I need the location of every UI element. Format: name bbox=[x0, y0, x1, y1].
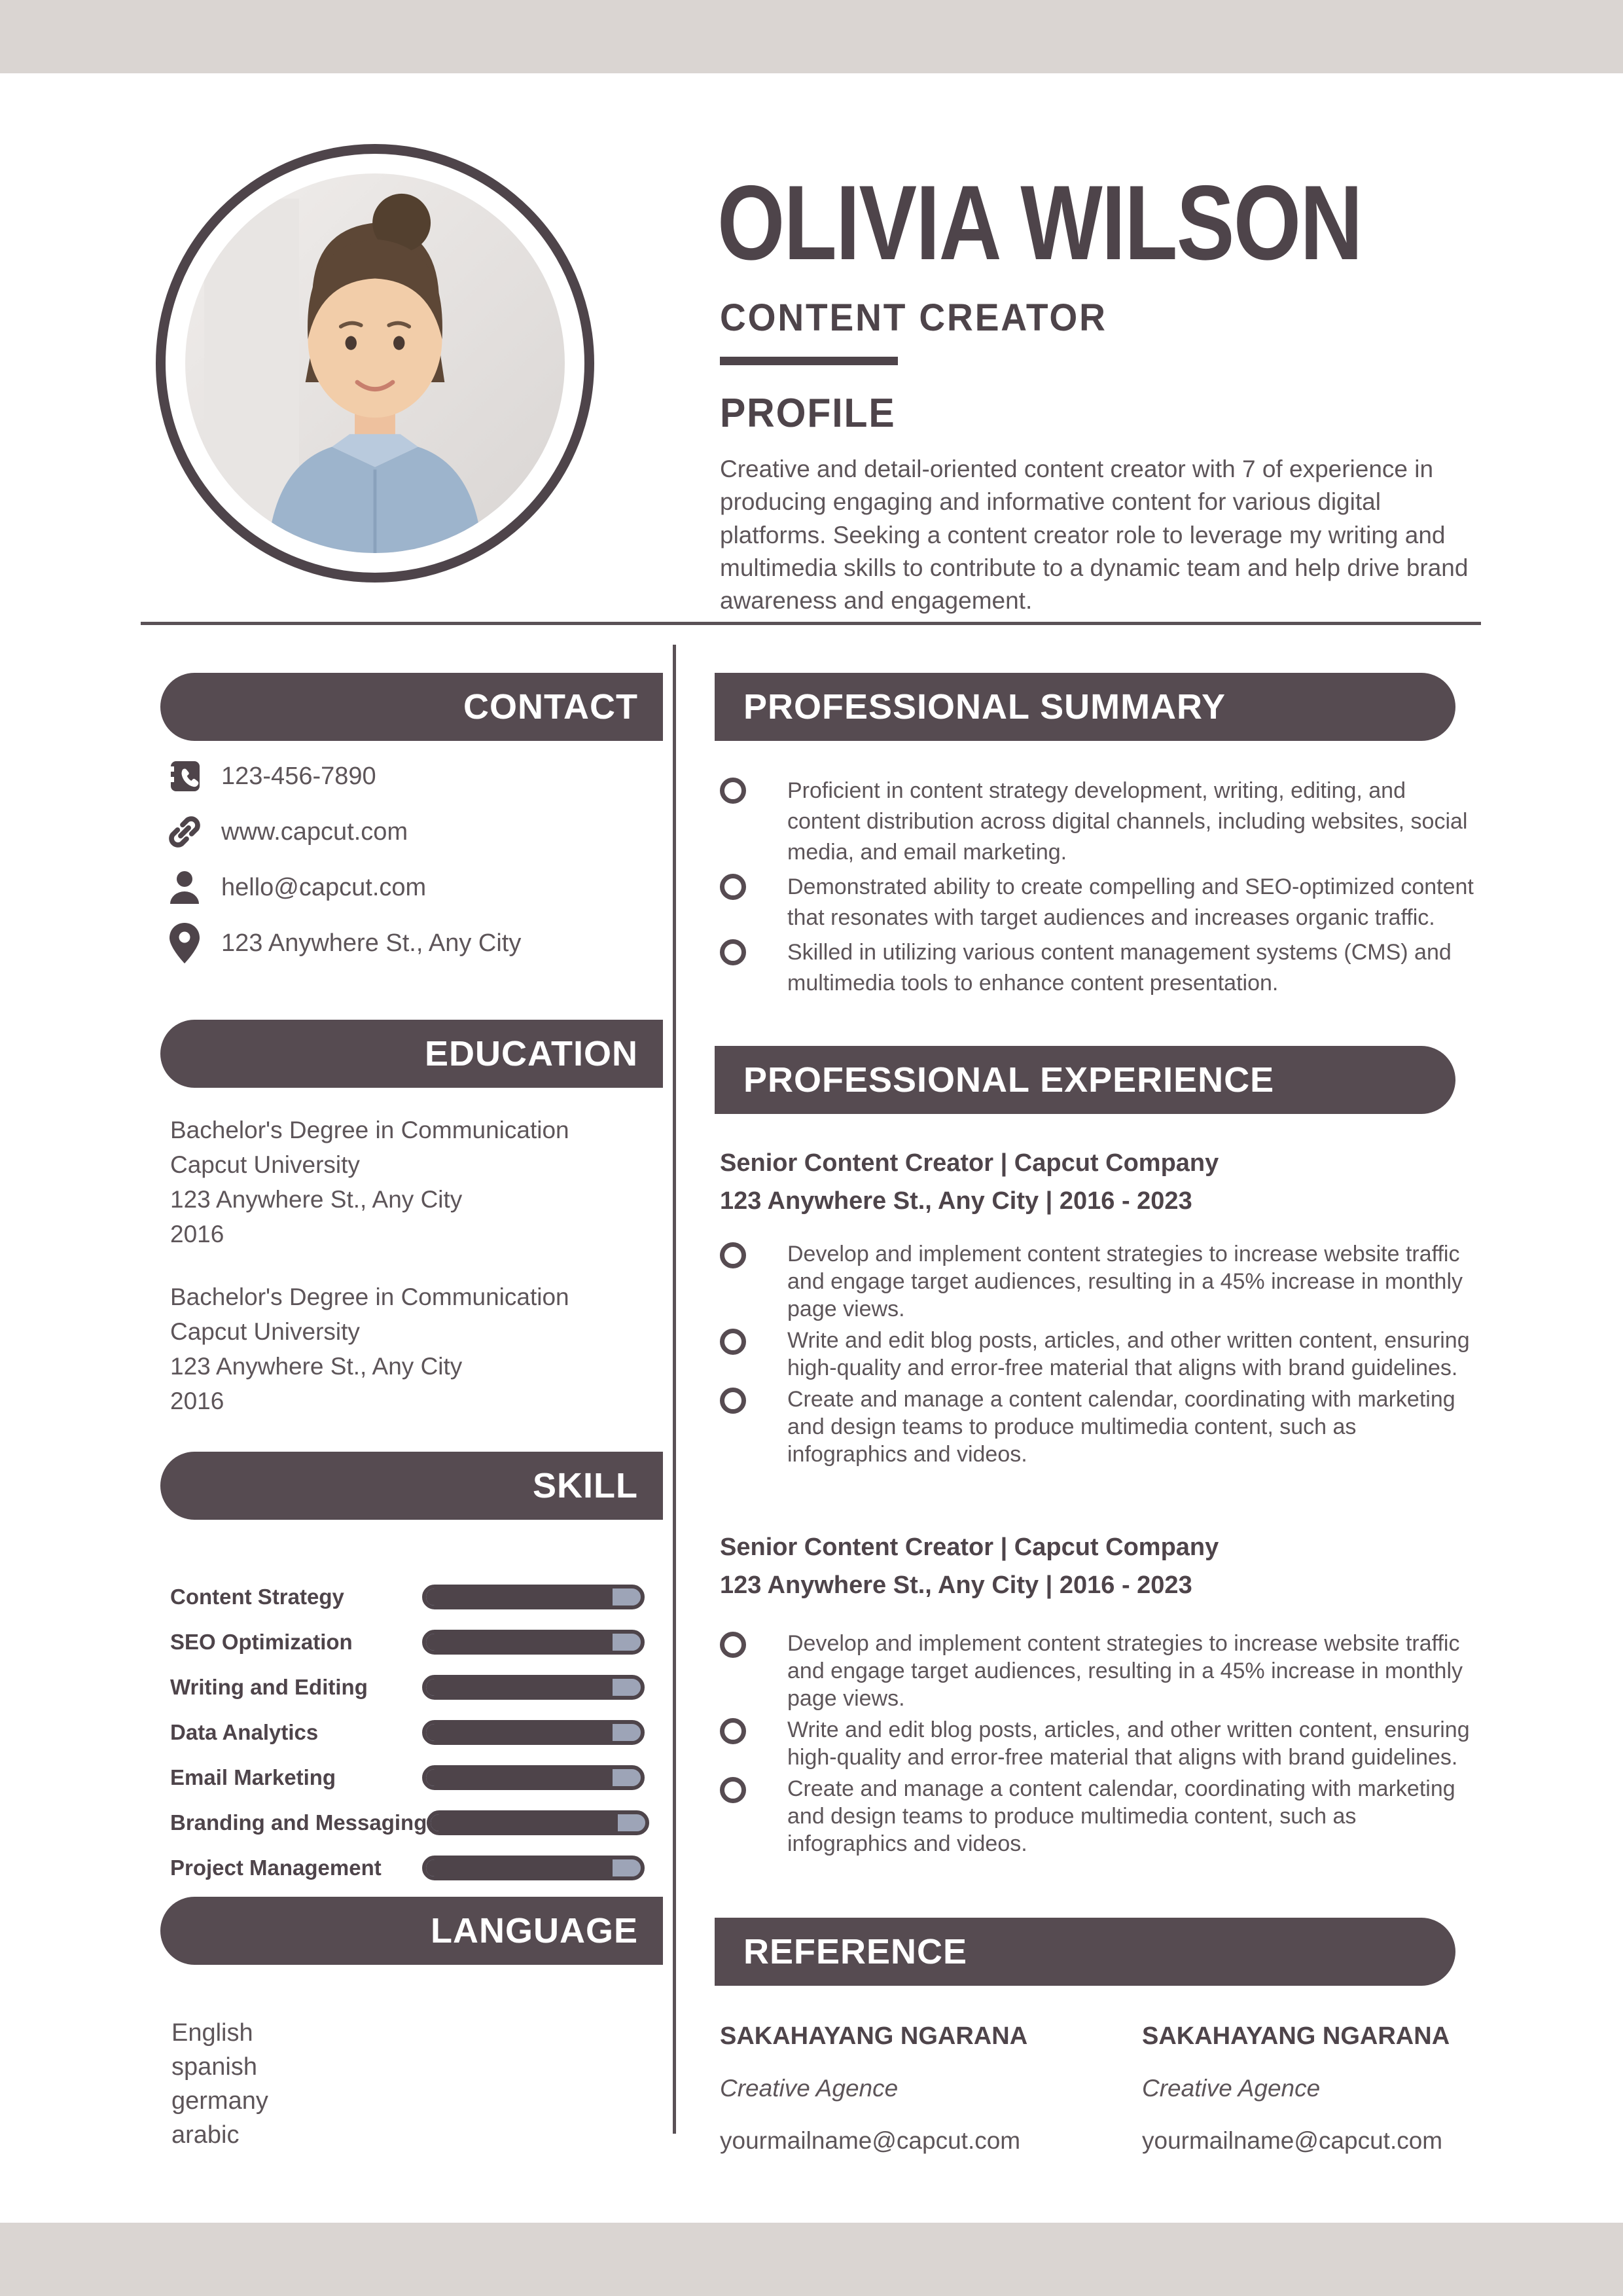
portrait-illustration bbox=[185, 173, 565, 553]
skill-label: SEO Optimization bbox=[170, 1630, 353, 1654]
bullet-circle-icon bbox=[720, 778, 746, 804]
skill-bar-track bbox=[422, 1675, 645, 1700]
profile-photo bbox=[185, 173, 565, 553]
school: Capcut University bbox=[170, 1151, 360, 1178]
header-divider-line bbox=[141, 622, 1481, 625]
website-url[interactable]: www.capcut.com bbox=[221, 817, 408, 846]
bullet-circle-icon bbox=[720, 1329, 746, 1355]
graduation-year: 2016 bbox=[170, 1221, 224, 1247]
skill-bar-track bbox=[422, 1765, 645, 1790]
reference-organization: Creative Agence bbox=[720, 2075, 899, 2102]
job-title-line: Senior Content Creator | Capcut Company bbox=[720, 1534, 1219, 1561]
job-bullet bbox=[720, 1775, 1479, 1857]
reference-columns bbox=[720, 2022, 1479, 2155]
job-heading bbox=[720, 1144, 1466, 1220]
skill-bar-track bbox=[422, 1630, 645, 1655]
profile-summary-text: Creative and detail-oriented content creator with 7 of experience in producing engaging and informative content for various digital platforms. Seeking a content creator role to leverage my writing and multimedia skills to contribute to a dynamic team and help drive brand awareness and engagement. bbox=[720, 456, 1469, 615]
education-entry bbox=[170, 1113, 668, 1251]
skill-bar-fill bbox=[426, 1588, 613, 1605]
language-item: spanish bbox=[171, 2053, 257, 2081]
skill-row bbox=[170, 1674, 671, 1700]
education-section-banner: EDUCATION bbox=[160, 1020, 663, 1088]
title-underline bbox=[720, 357, 898, 365]
professional-summary-banner: PROFESSIONAL SUMMARY bbox=[715, 673, 1455, 741]
contact-row-phone bbox=[168, 759, 665, 793]
contact-row-email[interactable] bbox=[168, 870, 665, 905]
language-item: arabic bbox=[171, 2121, 240, 2149]
summary-bullet bbox=[720, 937, 1479, 999]
location-pin-icon bbox=[168, 923, 202, 963]
reference-name: SAKAHAYANG NGARANA bbox=[1142, 2022, 1450, 2050]
phone-icon bbox=[168, 756, 202, 797]
school-address: 123 Anywhere St., Any City bbox=[170, 1353, 463, 1380]
contact-row-address bbox=[168, 926, 665, 960]
skill-row bbox=[170, 1765, 671, 1791]
reference-email[interactable]: yourmailname@capcut.com bbox=[720, 2127, 1021, 2154]
reference-organization: Creative Agence bbox=[1142, 2075, 1321, 2102]
job-bullet-list bbox=[720, 1630, 1479, 1861]
skill-bar-track bbox=[422, 1720, 645, 1745]
job-bullet-list bbox=[720, 1240, 1479, 1472]
skill-bar-track bbox=[427, 1810, 649, 1835]
contact-list bbox=[168, 759, 665, 982]
job-title-line: Senior Content Creator | Capcut Company bbox=[720, 1149, 1219, 1177]
language-section-banner: LANGUAGE bbox=[160, 1897, 663, 1965]
school-address: 123 Anywhere St., Any City bbox=[170, 1186, 463, 1213]
phone-number: 123-456-7890 bbox=[221, 762, 376, 790]
top-accent-band bbox=[0, 0, 1623, 73]
skill-row bbox=[170, 1719, 671, 1746]
skill-row bbox=[170, 1629, 671, 1655]
language-item: germany bbox=[171, 2087, 268, 2115]
bullet-circle-icon bbox=[720, 1388, 746, 1414]
bullet-circle-icon bbox=[720, 1777, 746, 1803]
bullet-circle-icon bbox=[720, 939, 746, 965]
column-divider-line bbox=[673, 645, 676, 2134]
bullet-text: Develop and implement content strategies to increase website traffic and engage target audiences, resulting in a 45% increase in monthly page views. bbox=[787, 1631, 1463, 1711]
skill-label: Branding and Messaging bbox=[170, 1810, 427, 1835]
graduation-year: 2016 bbox=[170, 1388, 224, 1414]
job-meta-line: 123 Anywhere St., Any City | 2016 - 2023 bbox=[720, 1187, 1192, 1215]
job-bullet bbox=[720, 1716, 1479, 1771]
skill-row bbox=[170, 1855, 671, 1881]
contact-section-banner: CONTACT bbox=[160, 673, 663, 741]
bottom-accent-band bbox=[0, 2223, 1623, 2296]
job-bullet bbox=[720, 1327, 1479, 1382]
reference-email[interactable]: yourmailname@capcut.com bbox=[1142, 2127, 1443, 2154]
bullet-text: Skilled in utilizing various content management systems (CMS) and multimedia tools to enhance content presentation. bbox=[787, 940, 1452, 996]
bullet-circle-icon bbox=[720, 1632, 746, 1658]
person-icon bbox=[168, 867, 202, 908]
job-title: CONTENT CREATOR bbox=[720, 296, 1107, 339]
job-meta-line: 123 Anywhere St., Any City | 2016 - 2023 bbox=[720, 1571, 1192, 1599]
profile-section-heading: PROFILE bbox=[720, 391, 896, 436]
bullet-circle-icon bbox=[720, 1242, 746, 1268]
skill-bar-fill bbox=[426, 1724, 613, 1741]
skill-label: Data Analytics bbox=[170, 1720, 319, 1744]
job-bullet bbox=[720, 1386, 1479, 1468]
reference-name: SAKAHAYANG NGARANA bbox=[720, 2022, 1028, 2050]
education-entry bbox=[170, 1280, 668, 1418]
language-item: English bbox=[171, 2019, 253, 2047]
skill-label: Writing and Editing bbox=[170, 1675, 368, 1699]
contact-row-website[interactable] bbox=[168, 815, 665, 849]
link-icon bbox=[168, 812, 202, 852]
reference-entry bbox=[720, 2022, 1142, 2155]
degree: Bachelor's Degree in Communication bbox=[170, 1283, 569, 1310]
skill-row bbox=[170, 1810, 671, 1836]
summary-bullet bbox=[720, 776, 1479, 868]
skill-bar-fill bbox=[426, 1634, 613, 1651]
skill-bar-fill bbox=[426, 1769, 613, 1786]
skill-label: Email Marketing bbox=[170, 1765, 336, 1789]
skill-bar-fill bbox=[426, 1679, 613, 1696]
skill-row bbox=[170, 1584, 671, 1610]
professional-experience-banner: PROFESSIONAL EXPERIENCE bbox=[715, 1046, 1455, 1114]
skill-section-banner: SKILL bbox=[160, 1452, 663, 1520]
job-bullet bbox=[720, 1630, 1479, 1712]
bullet-text: Proficient in content strategy development, writing, editing, and content distribution across digital channels, including websites, social media, and email marketing. bbox=[787, 778, 1468, 865]
job-bullet bbox=[720, 1240, 1479, 1323]
skill-bar-track bbox=[422, 1585, 645, 1609]
person-name: OLIVIA WILSON bbox=[717, 164, 1362, 282]
bullet-text: Create and manage a content calendar, coordinating with marketing and design teams to produce multimedia content, such as infographics and videos. bbox=[787, 1776, 1455, 1856]
skill-label: Content Strategy bbox=[170, 1585, 344, 1609]
bullet-circle-icon bbox=[720, 874, 746, 900]
job-heading bbox=[720, 1528, 1466, 1604]
reference-banner: REFERENCE bbox=[715, 1918, 1455, 1986]
profile-photo-ring bbox=[156, 144, 594, 583]
skill-label: Project Management bbox=[170, 1856, 382, 1880]
street-address: 123 Anywhere St., Any City bbox=[221, 929, 522, 957]
language-list bbox=[171, 2016, 268, 2152]
email-address[interactable]: hello@capcut.com bbox=[221, 873, 427, 901]
bullet-text: Write and edit blog posts, articles, and other written content, ensuring high-quality and error-free material that aligns with brand guidelines. bbox=[787, 1717, 1470, 1770]
skill-bar-fill bbox=[426, 1859, 613, 1876]
skill-bar-track bbox=[422, 1856, 645, 1880]
summary-bullet-list bbox=[720, 776, 1479, 1003]
school: Capcut University bbox=[170, 1318, 360, 1345]
degree: Bachelor's Degree in Communication bbox=[170, 1117, 569, 1143]
bullet-text: Demonstrated ability to create compelling and SEO-optimized content that resonates with target audiences and increases organic traffic. bbox=[787, 874, 1474, 930]
skill-list bbox=[170, 1584, 671, 1900]
reference-entry bbox=[1142, 2022, 1479, 2155]
bullet-text: Create and manage a content calendar, coordinating with marketing and design teams to produce multimedia content, such as infographics and videos. bbox=[787, 1387, 1455, 1467]
bullet-circle-icon bbox=[720, 1718, 746, 1744]
summary-bullet bbox=[720, 872, 1479, 933]
bullet-text: Write and edit blog posts, articles, and other written content, ensuring high-quality and error-free material that aligns with brand guidelines. bbox=[787, 1328, 1470, 1380]
skill-bar-fill bbox=[431, 1814, 617, 1831]
bullet-text: Develop and implement content strategies to increase website traffic and engage target audiences, resulting in a 45% increase in monthly page views. bbox=[787, 1242, 1463, 1321]
